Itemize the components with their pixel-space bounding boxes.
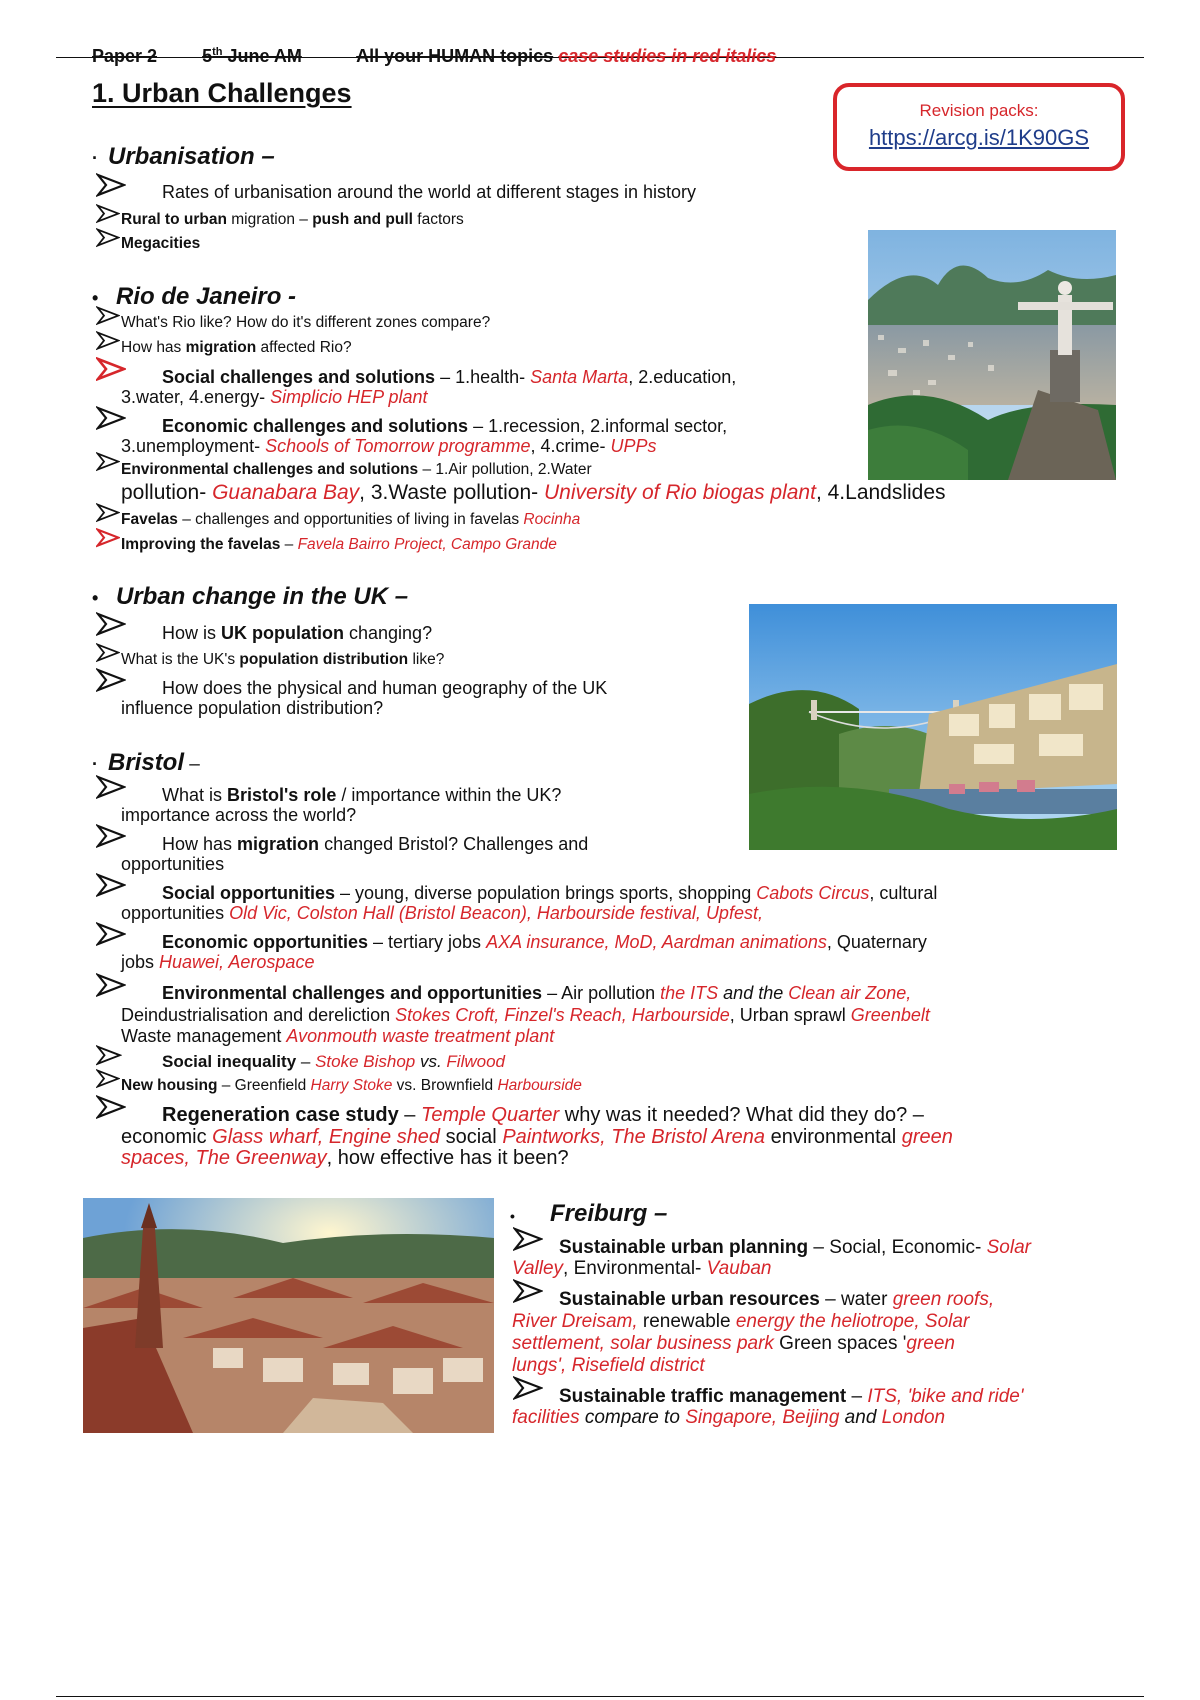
rio-line-10: Improving the favelas – Favela Bairro Project, Campo Grande [121,536,557,553]
bristol-line-11: Waste management Avonmouth waste treatment plant [121,1026,555,1046]
revision-box [833,83,1125,171]
arrow-bullet-icon [96,306,120,326]
bristol-line-16: spaces, The Greenway, how effective has it been? [121,1147,569,1169]
freiburg-line-4: River Dreisam, renewable energy the heliotrope, Solar [512,1311,970,1332]
arrow-bullet-icon [96,173,126,197]
round-bullet-icon: · [92,148,98,168]
red-note: case studies in red italics [558,46,777,66]
bristol-suspension-bridge-photo [749,604,1117,850]
bristol-line-6: opportunities Old Vic, Colston Hall (Bristol Beacon), Harbourside festival, Upfest, [121,903,763,923]
rio-line-4: 3.water, 4.energy- Simplicio HEP plant [121,387,428,407]
bristol-line-5: Social opportunities – young, diverse population brings sports, shopping Cabots Circus, cultural [162,883,938,903]
rio-line-9: Favelas – challenges and opportunities of living in favelas Rocinha [121,511,581,528]
arrow-bullet-icon [513,1279,543,1303]
rio-line-8: pollution- Guanabara Bay, 3.Waste pollution- University of Rio biogas plant, 4.Landslides [121,481,946,504]
round-bullet-icon: · [92,754,98,774]
rio-line-5: Economic challenges and solutions – 1.recession, 2.informal sector, [162,416,728,436]
section-rio: • Rio de Janeiro - [92,283,297,310]
bristol-line-3: How has migration changed Bristol? Challenges and [162,834,589,854]
freiburg-line-6: lungs', Risefield district [512,1355,705,1376]
arrow-bullet-icon [96,922,126,946]
arrow-bullet-icon [96,775,126,799]
uk-line-4: influence population distribution? [121,698,384,718]
freiburg-line-5: settlement, solar business park Green spaces 'green [512,1333,955,1354]
arrow-bullet-icon [96,873,126,897]
bristol-line-2: importance across the world? [121,805,357,825]
arrow-bullet-icon [96,528,120,548]
section-urbanisation: · Urbanisation – [92,143,275,170]
freiburg-line-2: Valley, Environmental- Vauban [512,1258,772,1279]
page-header [92,46,776,67]
footer-rule [56,1696,1144,1697]
section-uk: • Urban change in the UK – [92,583,409,610]
rio-line-6: 3.unemployment- Schools of Tomorrow programme, 4.crime- UPPs [121,436,657,456]
rio-line-3: Social challenges and solutions – 1.health- Santa Marta, 2.education, [162,367,737,387]
round-bullet-icon: • [92,288,99,308]
rio-line-1: What's Rio like? How do it's different zones compare? [121,314,491,331]
page-title: 1. Urban Challenges [92,78,352,108]
bristol-line-10: Deindustrialisation and dereliction Stokes Croft, Finzel's Reach, Harbourside, Urban sprawl Greenbelt [121,1005,930,1025]
round-bullet-icon: • [92,588,99,608]
rio-line-7: Environmental challenges and solutions – 1.Air pollution, 2.Water [121,461,592,478]
bristol-line-15: economic Glass wharf, Engine shed social Paintworks, The Bristol Arena environmental green [121,1126,953,1148]
section-bristol: · Bristol – [92,749,200,776]
freiburg-line-7: Sustainable traffic management – ITS, 'bike and ride' [559,1386,1024,1407]
arrow-bullet-icon [96,612,126,636]
arrow-bullet-icon [96,1069,120,1089]
bristol-line-9: Environmental challenges and opportunities – Air pollution the ITS and the Clean air Zone, [162,983,912,1003]
uk-line-3: How does the physical and human geography of the UK [162,678,608,698]
rio-line-2: How has migration affected Rio? [121,339,352,356]
arrow-bullet-icon [96,503,120,523]
freiburg-town-photo [83,1198,494,1433]
bristol-line-4: opportunities [121,854,225,874]
arrow-bullet-icon [96,406,126,430]
arrow-bullet-icon [513,1376,543,1400]
uk-line-1: How is UK population changing? [162,623,433,643]
round-bullet-icon: • [510,1208,515,1224]
revision-label: Revision packs: [919,101,1039,120]
bristol-line-12: Social inequality – Stoke Bishop vs. Filwood [162,1052,506,1071]
revision-link[interactable]: https://arcg.is/1K90GS [868,125,1090,150]
freiburg-line-1: Sustainable urban planning – Social, Economic- Solar [559,1237,1031,1258]
bristol-line-8: jobs Huawei, Aerospace [121,952,315,972]
topics-label: All your HUMAN topics [356,46,554,66]
freiburg-line-8: facilities compare to Singapore, Beijing and London [512,1407,946,1428]
urb-line-1: Rates of urbanisation around the world at different stages in history [162,182,696,202]
arrow-bullet-icon [96,228,120,248]
section-freiburg: • Freiburg – [510,1200,668,1227]
arrow-bullet-icon [513,1227,543,1251]
arrow-bullet-icon [96,668,126,692]
paper-label: Paper 2 [92,46,158,66]
bristol-line-7: Economic opportunities – tertiary jobs AXA insurance, MoD, Aardman animations, Quaternary [162,932,927,952]
arrow-bullet-icon [96,643,120,663]
bristol-line-14: Regeneration case study – Temple Quarter why was it needed? What did they do? – [162,1104,924,1126]
arrow-bullet-icon [96,1045,122,1067]
arrow-bullet-icon [96,357,126,381]
exam-date: 5th June AM [202,46,302,66]
arrow-bullet-icon [96,824,126,848]
urb-line-2: Rural to urban migration – push and pull factors [121,211,464,228]
bristol-line-13: New housing – Greenfield Harry Stoke vs. Brownfield Harbourside [121,1077,582,1094]
uk-line-2: What is the UK's population distribution like? [121,651,445,668]
urb-line-3: Megacities [121,235,201,252]
bristol-line-1: What is Bristol's role / importance within the UK? [162,785,562,805]
arrow-bullet-icon [96,452,120,472]
arrow-bullet-icon [96,1095,126,1119]
rio-christ-redeemer-photo [868,230,1116,480]
arrow-bullet-icon [96,331,120,351]
arrow-bullet-icon [96,973,126,997]
arrow-bullet-icon [96,204,120,224]
freiburg-line-3: Sustainable urban resources – water green roofs, [559,1289,995,1310]
